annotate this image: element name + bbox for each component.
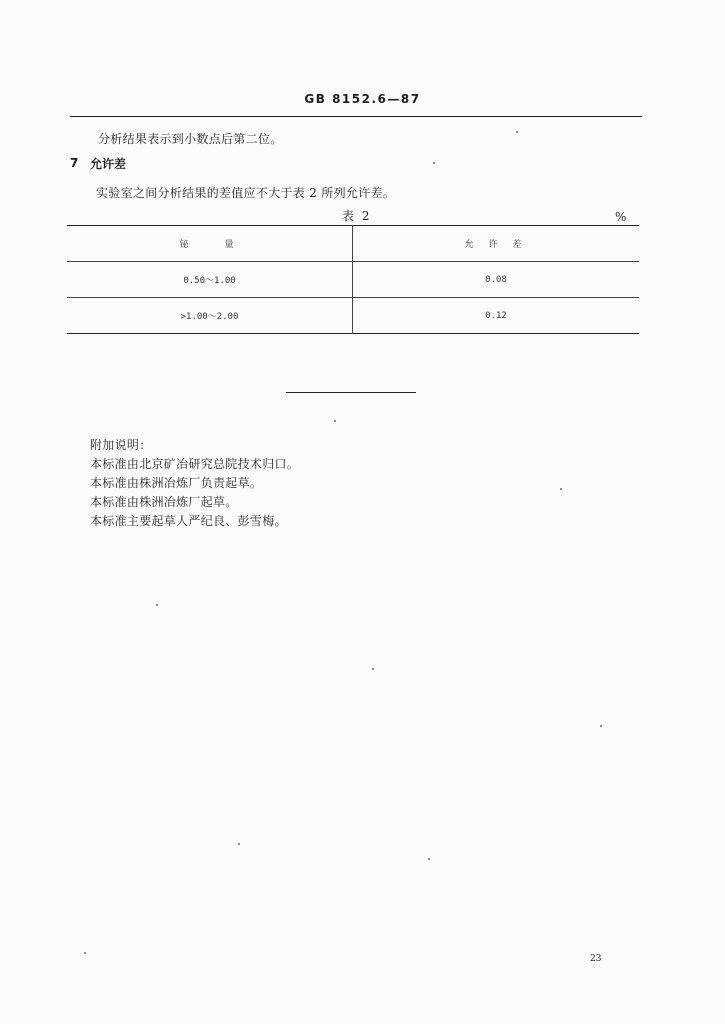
scan-speck bbox=[372, 668, 374, 670]
end-of-text-rule bbox=[286, 392, 416, 393]
scan-speck bbox=[334, 420, 336, 422]
table-2-caption: 表 2 bbox=[342, 209, 372, 223]
section-7-body: 实验室之间分析结果的差值应不大于表 2 所列允许差。 bbox=[96, 186, 396, 200]
table-row bbox=[67, 298, 639, 334]
header-rule bbox=[70, 116, 642, 117]
scan-speck bbox=[428, 858, 430, 860]
table-header-row bbox=[67, 226, 639, 262]
standard-number-header: GB 8152.6—87 bbox=[304, 92, 421, 106]
additional-note-line: 本标准由北京矿冶研究总院技术归口。 bbox=[90, 457, 300, 471]
header-tolerance: 允 许 差 bbox=[464, 240, 528, 250]
scan-speck bbox=[600, 725, 602, 727]
scan-speck bbox=[238, 843, 240, 845]
additional-notes bbox=[90, 436, 299, 531]
scan-speck bbox=[560, 488, 562, 490]
scan-speck bbox=[84, 952, 86, 954]
additional-note-line: 本标准由株洲冶炼厂起草。 bbox=[90, 495, 238, 509]
scan-speck bbox=[433, 162, 435, 164]
cell-bismuth-range: >1.00～2.00 bbox=[67, 298, 353, 334]
scan-speck bbox=[156, 604, 158, 606]
section-7-number: 7 bbox=[70, 156, 79, 170]
section-7-title: 允许差 bbox=[90, 157, 127, 171]
page-number: 23 bbox=[590, 954, 602, 964]
tolerance-table bbox=[67, 225, 639, 334]
table-row bbox=[67, 262, 639, 298]
table-2-unit: % bbox=[615, 210, 627, 224]
additional-note-line: 本标准由株洲冶炼厂负责起草。 bbox=[90, 476, 263, 490]
cell-bismuth-range: 0.50～1.00 bbox=[67, 262, 353, 298]
scan-speck bbox=[516, 131, 518, 133]
cell-tolerance: 0.12 bbox=[485, 310, 507, 321]
header-bismuth-content: 铋 量 bbox=[67, 226, 353, 262]
additional-notes-heading: 附加说明： bbox=[90, 438, 152, 452]
result-precision-text: 分析结果表示到小数点后第二位。 bbox=[98, 132, 283, 146]
additional-note-line: 本标准主要起草人严纪良、彭雪梅。 bbox=[90, 514, 287, 528]
cell-tolerance: 0.08 bbox=[485, 274, 507, 285]
